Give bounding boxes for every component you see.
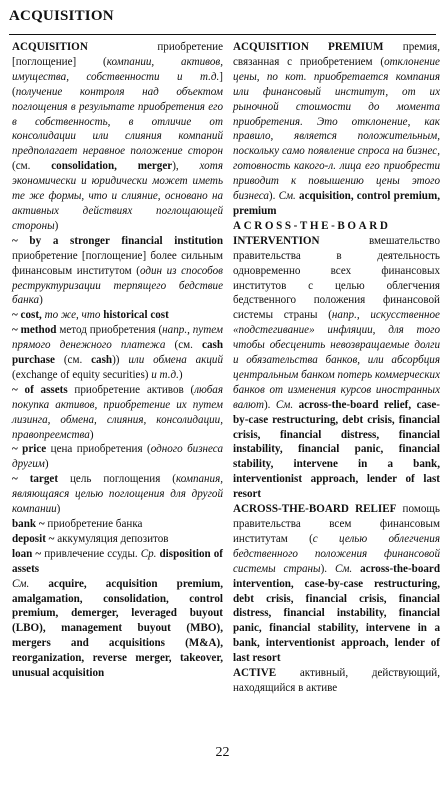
dictionary-entry [12,40,223,234]
entry-text: напр., искусственное «подстегивание» инфляции, для того чтобы обесценить невозвращаемые долги и обязательства банков, или абсорбция центральным банком потерь коммерческих банков от изменения курсов иностранных валют [233,309,440,411]
left-column [12,40,223,681]
entry-headword: ACQUISITION [12,41,88,53]
entry-headword: ACTIVE [233,667,277,680]
entry-headword: ACROSS-THE-BOARD RELIEF [233,503,397,516]
entry-text: ). [320,562,335,575]
page-number: 22 [215,745,230,760]
entry-headword: ACQUISITION PREMIUM [233,41,384,53]
entry-headword: ~ of assets [12,383,68,396]
entry-text: помощь правительства всем финансовым институтам ( [233,503,440,545]
entry-headword: INTERVENTION [233,234,320,247]
dictionary-entry [12,577,223,681]
entry-text: цель поглощения ( [58,473,176,486]
entry-text: то же, что [41,309,104,322]
dictionary-entry [12,308,223,323]
entry-text: любая покупка активов, приобретение их путем лизинга, обмена, слияния, консолидации, правопреемства [12,383,223,441]
entry-text: (см. [165,339,203,352]
entry-text: отклонение цены, по кот. приобретается компания или финансовый институт, от их рыночной стоимости до момента приобретения. Это отклонение, как правило, является положительным, поскольку само появление спроса на бизнес, готовность какого-л. лица его приобрести приводит к повышению цены этого бизнеса [233,55,440,203]
dictionary-entry [12,383,223,443]
dictionary-entry [233,502,440,666]
dictionary-entry [12,234,223,309]
entry-text [29,578,48,590]
entry-text: приобретение банка [44,518,143,530]
dictionary-entry [233,40,440,219]
entry-text: ) [56,503,61,516]
entry-headword: ~ price [12,443,47,456]
entry-text: ) [44,458,49,471]
entry-text: across-the-board relief, case-by-case restructuring, debt crisis, financial crisis, financial distress, financial instability, financial panic, financial stability, intervene in a bank, interventionist approach, lender of last resort [233,398,440,501]
running-head-title: ACQUISITION [9,8,114,24]
entry-text: ) [89,428,94,441]
dictionary-entry [12,532,223,547]
entry-text: disposition of assets [12,547,223,575]
entry-text: приобретение [поглощение] более сильным финансовым институтом ( [12,249,223,277]
dictionary-entry [12,517,223,532]
entry-headword: ~ cost, [12,309,42,322]
entry-text: один из способов реструктуризации терпящего бедствие банка [12,264,223,307]
entry-text: вмешательство правительства в деятельность одновременно всех финансовых институтов с целью облегчения бедственного положения финансовой системы страны ( [233,234,440,322]
entry-headword: deposit ~ [12,532,55,545]
entry-text: цена приобретения ( [46,443,151,456]
entry-text: и т.д. [151,368,179,381]
entry-text: напр., путем прямого денежного платежа [12,324,223,352]
entry-text: привлечение ссуды. [41,547,141,560]
entry-text: ) [178,368,183,381]
entry-text: cash [91,354,113,367]
entry-text: метод приобретения ( [56,324,163,337]
entry-text: с целью облегчения бедственного положения финансовой системы страны [233,532,440,575]
dictionary-entry [12,442,223,472]
entry-text: ). [268,190,279,203]
entry-headword: ~ method [12,324,57,337]
entry-text [352,563,360,575]
entry-text: Ср. [140,547,157,560]
entry-text: хотя экономически и юридически может иметь те же формы, что и слияние, основано на активных действиях поглощающей стороны [12,160,223,232]
entry-text: )) [112,354,129,367]
entry-text: (см. [54,354,92,367]
entry-text: cash purchase [12,339,223,367]
entry-text: ) [54,219,59,232]
dictionary-entry [12,323,223,383]
entry-text: одного бизнеса другим [12,443,223,471]
running-header [9,6,436,35]
right-column [233,40,440,696]
entry-text: См. [12,577,30,590]
entry-text: historical cost [103,309,169,322]
entry-headword: loan ~ [12,547,42,560]
entry-text: аккумуляция депозитов [54,532,169,545]
entry-text: (см. [12,160,52,173]
dictionary-entry [12,472,223,517]
entry-text: приобретение [поглощение] ( [12,41,223,68]
entry-text: См. [334,562,353,575]
entry-text: получение контроля над объектом поглощения в результате приобретения его в собственность, в отличие от консолидации или слияния компаний предполагает неравное положение сторон [12,85,223,158]
entry-headword: ~ target [12,473,59,486]
entry-text: acquire, acquisition premium, amalgamation, consolidation, control premium, demerger, leveraged buyout (LBO), management buyout (MBO), mergers and acquisitions (M&A), reorganization, reverse merger, takeover, unusual acquisition [12,577,223,680]
dictionary-entry [233,666,440,696]
entry-text: См. [278,190,296,203]
entry-text: acquisition, control premium, premium [233,190,440,217]
entry-text: или обмена акций [128,354,223,367]
entry-text: компании, активов, имущества, собственности и т.д. [12,55,223,83]
entry-text: consolidation, merger [51,160,173,173]
entry-text: ), [172,160,200,173]
entry-text: ). [263,398,276,411]
entry-text: ) [39,294,43,307]
dictionary-entry [233,219,440,502]
entry-text: премия, связанная с приобретением ( [233,41,441,68]
entry-text: компания, являющаяся целью поглощения для другой компании [12,473,224,516]
entry-headword: bank ~ [12,518,45,530]
dictionary-entry [12,547,223,577]
entry-headword: ~ by a stronger financial institution [12,234,223,247]
entry-text: across-the-board intervention, case-by-case restructuring, debt crisis, financial crisis, financial distress, financial instability, financial panic, financial stability, intervene in a bank, interventionist approach, lender of last resort [233,562,441,665]
entry-headword: ACROSS-THE-BOARD [233,219,391,232]
entry-text: приобретение активов ( [67,383,195,396]
entry-text: (exchange of equity securities) [12,368,152,381]
entry-text: активный, действующий, находящийся в активе [233,667,440,694]
entry-text: ] ( [12,70,223,98]
entry-text: См. [275,398,294,411]
